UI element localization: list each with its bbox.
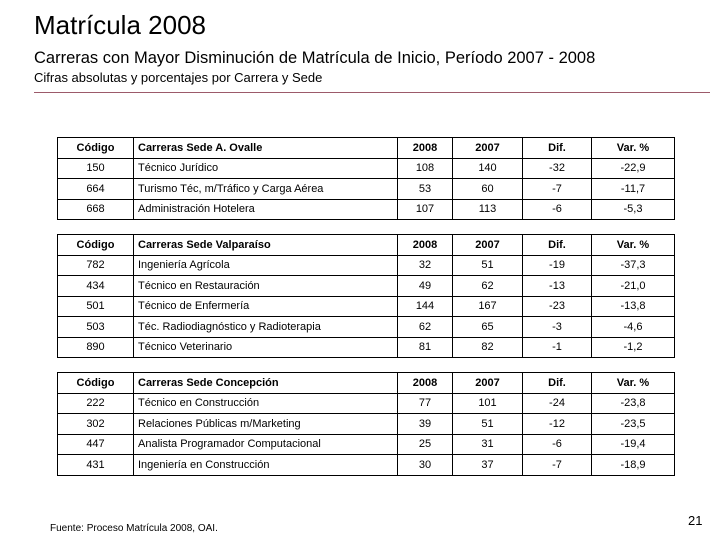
table-cell: 51: [453, 255, 523, 276]
table-block: [57, 234, 675, 358]
table-row: [58, 255, 675, 276]
table-cell: Técnico en Restauración: [134, 276, 398, 297]
column-header: 2007: [453, 138, 523, 159]
table-cell: 82: [453, 337, 523, 358]
table-cell: 25: [398, 434, 453, 455]
table-cell: 431: [58, 455, 134, 476]
table-cell: 62: [398, 317, 453, 338]
table-cell: Ingeniería Agrícola: [134, 255, 398, 276]
table-row: [58, 296, 675, 317]
column-header: 2007: [453, 373, 523, 394]
table-row: [58, 179, 675, 200]
table-cell: Técnico Veterinario: [134, 337, 398, 358]
table-cell: 434: [58, 276, 134, 297]
table-cell: 49: [398, 276, 453, 297]
table-cell: 302: [58, 414, 134, 435]
table-cell: 222: [58, 393, 134, 414]
column-header: Dif.: [523, 373, 592, 394]
table-cell: -18,9: [592, 455, 675, 476]
table-cell: 113: [453, 199, 523, 220]
column-header: Dif.: [523, 235, 592, 256]
table-cell: -32: [523, 158, 592, 179]
table-cell: 447: [58, 434, 134, 455]
table-cell: -23,5: [592, 414, 675, 435]
table-block: [57, 372, 675, 476]
table-cell: 31: [453, 434, 523, 455]
column-header: Var. %: [592, 235, 675, 256]
table-row: [58, 158, 675, 179]
table-row: [58, 317, 675, 338]
table-row: [58, 276, 675, 297]
table-cell: 167: [453, 296, 523, 317]
table-header-row: [58, 373, 675, 394]
table-cell: -4,6: [592, 317, 675, 338]
table-cell: Técnico en Construcción: [134, 393, 398, 414]
header-divider: [34, 92, 710, 93]
table-cell: 144: [398, 296, 453, 317]
table-cell: Ingeniería en Construcción: [134, 455, 398, 476]
column-header: 2008: [398, 138, 453, 159]
table-row: [58, 434, 675, 455]
table-cell: -22,9: [592, 158, 675, 179]
table-cell: 65: [453, 317, 523, 338]
table-cell: Analista Programador Computacional: [134, 434, 398, 455]
table-cell: -12: [523, 414, 592, 435]
enrollment-tables: [57, 137, 674, 490]
table-cell: -24: [523, 393, 592, 414]
table-cell: 503: [58, 317, 134, 338]
column-header: 2008: [398, 373, 453, 394]
column-header: Código: [58, 235, 134, 256]
table-cell: 668: [58, 199, 134, 220]
table-cell: -19,4: [592, 434, 675, 455]
page-subtitle: Carreras con Mayor Disminución de Matrícula de Inicio, Período 2007 - 2008: [34, 49, 596, 67]
table-cell: 30: [398, 455, 453, 476]
column-header: Var. %: [592, 138, 675, 159]
table-cell: -13: [523, 276, 592, 297]
table-cell: -3: [523, 317, 592, 338]
column-header: Var. %: [592, 373, 675, 394]
page-caption: Cifras absolutas y porcentajes por Carrera y Sede: [34, 70, 323, 85]
table-cell: 664: [58, 179, 134, 200]
table-row: [58, 414, 675, 435]
table-cell: 140: [453, 158, 523, 179]
table-cell: 107: [398, 199, 453, 220]
column-header: Código: [58, 373, 134, 394]
table-row: [58, 455, 675, 476]
table-cell: -11,7: [592, 179, 675, 200]
table-cell: -37,3: [592, 255, 675, 276]
table-cell: Turismo Téc, m/Tráfico y Carga Aérea: [134, 179, 398, 200]
table-cell: Técnico de Enfermería: [134, 296, 398, 317]
table-cell: -23: [523, 296, 592, 317]
table-cell: 108: [398, 158, 453, 179]
table-cell: -23,8: [592, 393, 675, 414]
table-cell: Técnico Jurídico: [134, 158, 398, 179]
table-cell: -6: [523, 434, 592, 455]
table-header-row: [58, 138, 675, 159]
column-header: Código: [58, 138, 134, 159]
column-header: Carreras Sede Concepción: [134, 373, 398, 394]
table-cell: Relaciones Públicas m/Marketing: [134, 414, 398, 435]
table-cell: -19: [523, 255, 592, 276]
table-row: [58, 393, 675, 414]
column-header: 2007: [453, 235, 523, 256]
page-title: Matrícula 2008: [34, 10, 206, 40]
table-cell: 53: [398, 179, 453, 200]
table-cell: 150: [58, 158, 134, 179]
table-cell: 77: [398, 393, 453, 414]
table-cell: 32: [398, 255, 453, 276]
table-row: [58, 199, 675, 220]
table-cell: Administración Hotelera: [134, 199, 398, 220]
table-cell: -1: [523, 337, 592, 358]
table-cell: 60: [453, 179, 523, 200]
table-cell: 782: [58, 255, 134, 276]
table-cell: -7: [523, 455, 592, 476]
table-cell: 81: [398, 337, 453, 358]
table-cell: 501: [58, 296, 134, 317]
table-cell: -13,8: [592, 296, 675, 317]
table-cell: -7: [523, 179, 592, 200]
table-cell: 37: [453, 455, 523, 476]
table-cell: -1,2: [592, 337, 675, 358]
table-cell: -21,0: [592, 276, 675, 297]
table-cell: Téc. Radiodiagnóstico y Radioterapia: [134, 317, 398, 338]
table-cell: 890: [58, 337, 134, 358]
table-block: [57, 137, 675, 220]
source-note: Fuente: Proceso Matrícula 2008, OAI.: [50, 523, 218, 534]
page-number: 21: [688, 513, 703, 528]
table-header-row: [58, 235, 675, 256]
table-row: [58, 337, 675, 358]
table-cell: 62: [453, 276, 523, 297]
column-header: 2008: [398, 235, 453, 256]
table-cell: 51: [453, 414, 523, 435]
table-cell: 101: [453, 393, 523, 414]
table-cell: -5,3: [592, 199, 675, 220]
column-header: Carreras Sede A. Ovalle: [134, 138, 398, 159]
table-cell: -6: [523, 199, 592, 220]
column-header: Carreras Sede Valparaíso: [134, 235, 398, 256]
column-header: Dif.: [523, 138, 592, 159]
table-cell: 39: [398, 414, 453, 435]
